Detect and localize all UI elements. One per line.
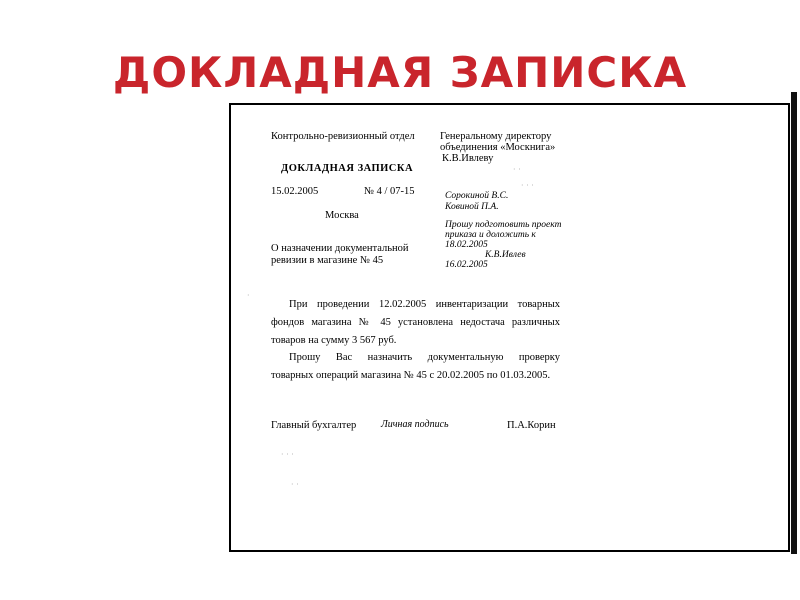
scan-noise: · · · bbox=[521, 181, 534, 190]
body-line-1: При проведении 12.02.2005 инвентаризации товарных bbox=[289, 299, 560, 310]
signature-name: П.А.Корин bbox=[507, 420, 556, 431]
resolution-line-2: Ковиной П.А. bbox=[445, 202, 499, 212]
document-number: № 4 / 07-15 bbox=[364, 186, 415, 197]
body-line-4: Прошу Вас назначить документальную проверку bbox=[289, 352, 560, 363]
resolution-line-4: Прошу подготовить проект bbox=[445, 220, 562, 230]
resolution-date: 16.02.2005 bbox=[445, 260, 488, 270]
signature-position: Главный бухгалтер bbox=[271, 420, 357, 431]
resolution-signer: К.В.Ивлев bbox=[485, 250, 526, 260]
document-page bbox=[229, 103, 790, 552]
scan-noise: · · bbox=[291, 480, 299, 489]
addressee-line-3: К.В.Ивлеву bbox=[442, 153, 494, 164]
document-date: 15.02.2005 bbox=[271, 186, 319, 197]
resolution-line-5: приказа и доложить к bbox=[445, 230, 536, 240]
scan-noise: · · bbox=[513, 165, 521, 174]
page-shadow bbox=[791, 92, 797, 554]
department: Контрольно-ревизионный отдел bbox=[271, 131, 415, 142]
document-heading: ДОКЛАДНАЯ ЗАПИСКА bbox=[281, 163, 414, 174]
document-place: Москва bbox=[325, 210, 359, 221]
body-line-2: фондов магазина № 45 установлена недостача различных bbox=[271, 317, 560, 328]
scan-noise: · bbox=[247, 291, 250, 300]
body-line-5: товарных операций магазина № 45 с 20.02.2005 по 01.03.2005. bbox=[271, 370, 551, 381]
signature-sign: Личная подпись bbox=[381, 419, 449, 430]
subject-line-1: О назначении документальной bbox=[271, 243, 409, 254]
resolution-line-6: 18.02.2005 bbox=[445, 240, 488, 250]
addressee-line-1: Генеральному директору bbox=[440, 131, 552, 142]
body-line-3: товаров на сумму 3 567 руб. bbox=[271, 335, 397, 346]
slide-title: ДОКЛАДНАЯ ЗАПИСКА bbox=[112, 48, 688, 97]
scan-noise: · · · bbox=[281, 450, 294, 459]
addressee-line-2: объединения «Москнига» bbox=[440, 142, 556, 153]
resolution-line-1: Сорокиной В.С. bbox=[445, 191, 509, 201]
subject-line-2: ревизии в магазине № 45 bbox=[271, 255, 384, 266]
